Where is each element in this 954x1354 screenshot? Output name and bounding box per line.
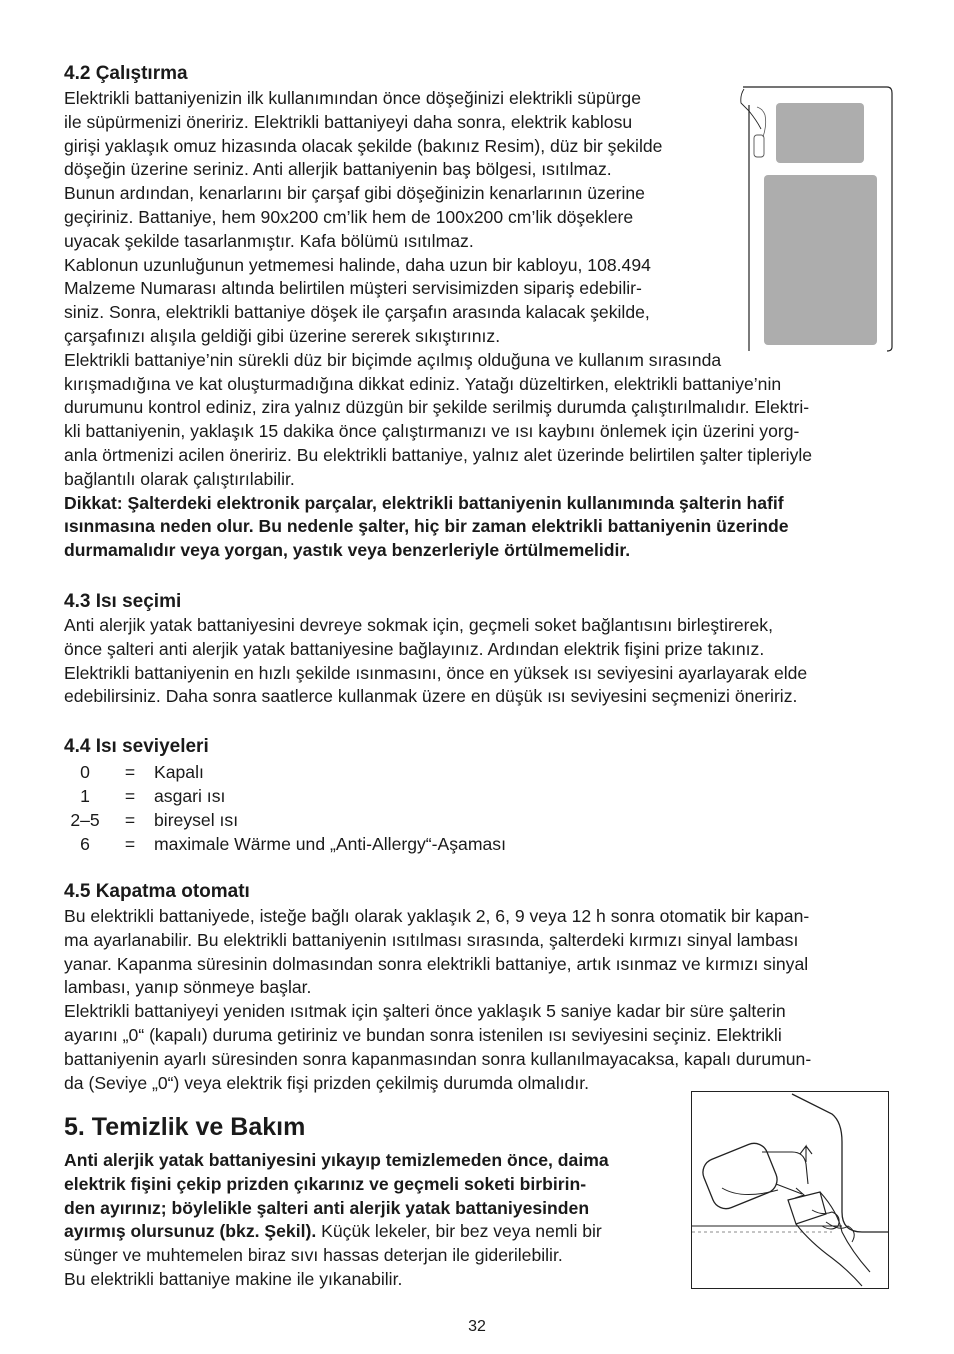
- text-line: Elektrikli battaniyenin en hızlı şekilde ısınmasını, önce en yüksek ısı seviyesini ayarlayarak elde: [64, 662, 808, 683]
- text-line: yanar. Kapanma süresinin dolmasından sonra elektrikli battaniye, artık ısınmaz ve kırmızı sinyal: [64, 953, 809, 974]
- level-desc: asgari ısı: [154, 786, 226, 806]
- heat-level-row: [64, 832, 506, 856]
- heat-level-row: [64, 808, 506, 832]
- text-line: Bunun ardından, kenarlarını bir çarşaf gibi döşeğinizin kenarlarının üzerine: [64, 183, 645, 204]
- section-4-2-title: 4.2 Çalıştırma: [64, 63, 188, 84]
- text-line: uyacak şekilde tasarlanmıştır. Kafa bölümü ısıtılmaz.: [64, 230, 474, 251]
- text-line: durumunu kontrol ediniz, zira yalnız düzgün bir şekilde serilmiş durumda çalıştırılmalıdır. Elektri-: [64, 397, 810, 418]
- text-line: sünger ve muhtemelen biraz sıvı hassas deterjan ile giderilebilir.: [64, 1245, 563, 1266]
- text-line: den ayırınız; böylelikle şalteri anti alerjik yatak battaniyesinden: [64, 1197, 590, 1218]
- page-number: 32: [468, 1318, 486, 1335]
- text-line: ayarını „0“ (kapalı) duruma getiriniz ve bundan sonra istenilen ısı seviyesini seçiniz. Elektrikli: [64, 1024, 782, 1045]
- text-line: çarşafınızı alışıla geldiği gibi üzerine sererek sıkıştırınız.: [64, 325, 501, 346]
- text-line: Kablonun uzunluğunun yetmemesi halinde, daha uzun bir kabloyu, 108.494: [64, 254, 651, 275]
- level-equals: =: [124, 762, 136, 782]
- text-line: Bu elektrikli battaniyede, isteğe bağlı olarak yaklaşık 2, 6, 9 veya 12 h sonra otomatik bir kapan-: [64, 906, 810, 926]
- text-line: geçiriniz. Battaniye, hem 90x200 cm’lik hem de 100x200 cm’lik döşeklere: [64, 206, 634, 227]
- section-4-5-body: [64, 905, 811, 1095]
- text-line: döşeğin üzerine seriniz. Anti allerjik battaniyenin baş bölgesi, ısıtılmaz.: [64, 159, 612, 180]
- text-line: battaniyenin ayarlı süresinden sonra kapanmasından sonra kullanılmayacaksa, kapalı durumun-: [64, 1048, 812, 1069]
- blanket-layout-illustration: [735, 85, 893, 352]
- section-4-3-title: 4.3 Isı seçimi: [64, 591, 182, 612]
- level-equals: =: [124, 786, 136, 806]
- text-line: siniz. Sonra, elektrikli battaniye döşek ile çarşafın arasında kalacak şekilde,: [64, 302, 650, 323]
- heat-level-row: [64, 760, 506, 784]
- section-5-title: 5. Temizlik ve Bakım: [64, 1113, 306, 1141]
- text-line: da (Seviye „0“) veya elektrik fişi prizden çekilmiş durumda olmalıdır.: [64, 1072, 590, 1093]
- text-line: elektrik fişini çekip prizden çıkarınız ve geçmeli soketi birbirin-: [64, 1173, 587, 1194]
- level-key: 0: [80, 762, 90, 782]
- warning-line: Dikkat: Şalterdeki elektronik parçalar, elektrikli battaniyenin kullanımında şalterin hafif: [64, 492, 784, 513]
- text-line: Elektrikli battaniye’nin sürekli düz bir biçimde açılmış olduğuna ve kullanım sırasında: [64, 349, 722, 370]
- level-desc: maximale Wärme und „Anti-Allergy“-Aşaması: [154, 834, 506, 854]
- level-key: 6: [80, 834, 90, 854]
- text-line: lambası, yanıp sönmeye başlar.: [64, 977, 312, 998]
- text-line: ile süpürmenizi öneririz. Elektrikli battaniyeyi daha sonra, elektrik kablosu: [64, 111, 633, 132]
- text-line: önce şalteri anti alerjik yatak battaniyesine bağlayınız. Ardından elektrik fişini prize takınız.: [64, 638, 765, 659]
- warning-line: ısınmasına neden olur. Bu nedenle şalter, hiç bir zaman elektrikli battaniyenin üzerinde: [64, 516, 789, 537]
- text-line: [64, 1220, 609, 1244]
- text-line: kırışmadığına ve kat oluşturmadığına dikkat ediniz. Yatağı düzeltirken, elektrikli battaniye’nin: [64, 373, 782, 394]
- level-desc: bireysel ısı: [154, 810, 239, 830]
- section-4-5-title: 4.5 Kapatma otomatı: [64, 881, 250, 902]
- normal-fragment: Küçük lekeler, bir bez veya nemli bir: [316, 1221, 602, 1242]
- level-equals: =: [124, 810, 136, 830]
- section-5-body: [64, 1149, 609, 1292]
- heat-level-list: [64, 760, 506, 856]
- text-line: edebilirsiniz. Daha sonra saatlerce kullanmak üzere en düşük ısı seviyesini seçmenizi öneririz.: [64, 686, 798, 707]
- text-line: bağlantılı olarak çalıştırılabilir.: [64, 468, 295, 489]
- text-line: Elektrikli battaniyeyi yeniden ısıtmak için şalteri önce yaklaşık 5 saniye kadar bir süre şalterin: [64, 1001, 786, 1022]
- section-4-3-body: [64, 614, 807, 709]
- heat-level-row: [64, 784, 506, 808]
- plug-connector-illustration: [691, 1091, 889, 1289]
- text-line: Anti alerjik yatak battaniyesini yıkayıp temizlemeden önce, daima: [64, 1150, 609, 1170]
- level-key: 2–5: [70, 810, 100, 830]
- bold-fragment: ayırmış olursunuz (bkz. Şekil).: [64, 1221, 317, 1242]
- text-line: ma ayarlanabilir. Bu elektrikli battaniyenin ısıtılması sırasında, şalterdeki kırmızı sinyal lambası: [64, 929, 799, 950]
- section-4-2-body: [64, 87, 812, 563]
- text-line: anla örtmenizi acilen öneririz. Bu elektrikli battaniye, yalnız alet üzerinde belirtilen şalter tipleriyle: [64, 444, 813, 465]
- text-line: Malzeme Numarası altında belirtilen müşteri servisimizden sipariş edebilir-: [64, 278, 642, 299]
- level-equals: =: [124, 834, 136, 854]
- warning-line: durmamalıdır veya yorgan, yastık veya benzerleriyle örtülmemelidir.: [64, 540, 631, 561]
- level-key: 1: [80, 786, 90, 806]
- text-line: girişi yaklaşık omuz hizasında olacak şekilde (bakınız Resim), düz bir şekilde: [64, 135, 663, 156]
- text-line: Anti alerjik yatak battaniyesini devreye sokmak için, geçmeli soket bağlantısını birleştirerek,: [64, 615, 773, 635]
- text-line: kli battaniyenin, yaklaşık 15 dakika önce çalıştırmanızı ve ısı kaybını önlemek için üzerini yorg-: [64, 421, 800, 442]
- text-line: Bu elektrikli battaniye makine ile yıkanabilir.: [64, 1268, 403, 1289]
- section-4-4-title: 4.4 Isı seviyeleri: [64, 736, 209, 757]
- text-line: Elektrikli battaniyenizin ilk kullanımından önce döşeğinizi elektrikli süpürge: [64, 88, 641, 108]
- level-desc: Kapalı: [154, 762, 204, 782]
